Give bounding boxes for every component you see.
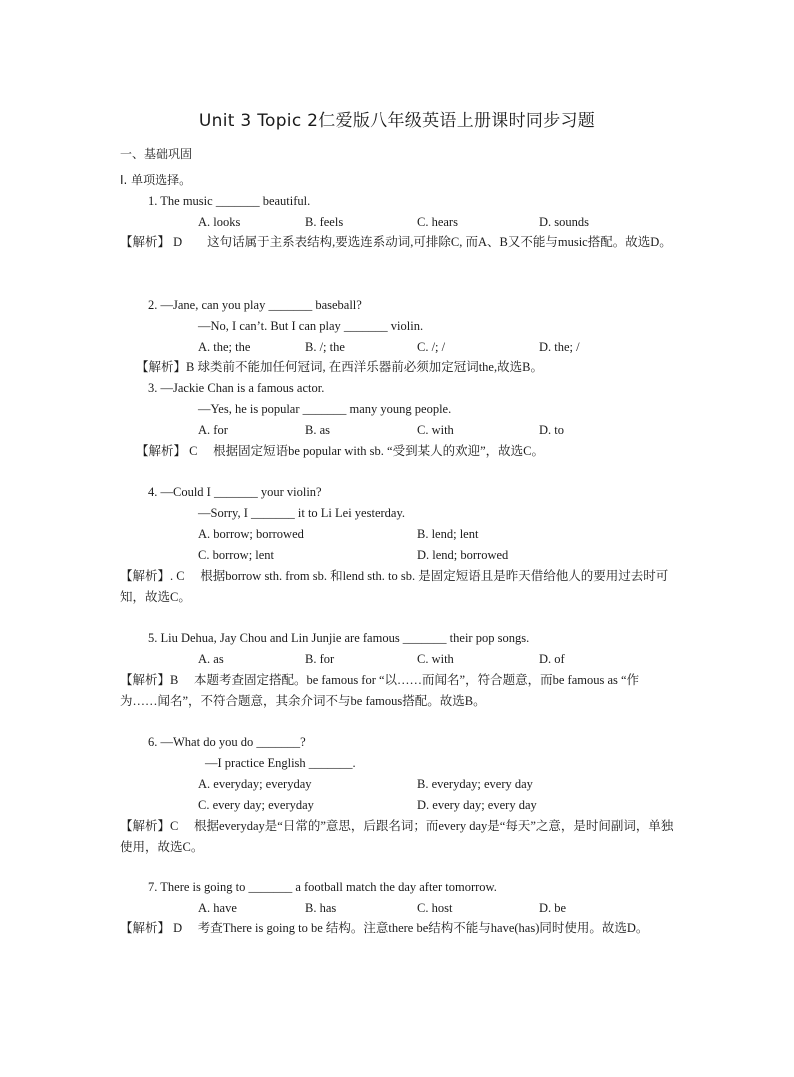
- question-4-stem-line-1: 4. —Could I _______ your violin?: [148, 485, 322, 499]
- subsection-heading: Ⅰ. 单项选择。: [120, 173, 192, 187]
- question-3-stem-line-1: 3. —Jackie Chan is a famous actor.: [148, 381, 325, 395]
- question-2-stem-line-2: —No, I can’t. But I can play _______ violin.: [198, 319, 424, 333]
- page-title: Unit 3 Topic 2仁爱版八年级英语上册课时同步习题: [198, 111, 596, 131]
- q7-option-c: C. host: [417, 901, 453, 915]
- question-6-stem-line-2: —I practice English _______.: [205, 756, 356, 770]
- q2-option-a: A. the; the: [198, 340, 251, 354]
- q2-option-b: B. /; the: [305, 340, 345, 354]
- q1-option-c: C. hears: [417, 215, 458, 229]
- q7-option-b: B. has: [305, 901, 337, 915]
- q1-option-d: D. sounds: [539, 215, 590, 229]
- q2-explanation: 【解析】B 球类前不能加任何冠词, 在西洋乐器前必须加定冠词the,故选B。: [136, 360, 543, 374]
- q7-explanation: 【解析】 D 考查There is going to be 结构。注意there be结构不能与have(has)同时使用。故选D。: [120, 921, 649, 935]
- q3-option-c: C. with: [417, 423, 454, 437]
- section-heading: 一、基础巩固: [120, 147, 193, 161]
- question-4-stem-line-2: —Sorry, I _______ it to Li Lei yesterday.: [198, 506, 406, 520]
- q5-option-d: D. of: [539, 652, 565, 666]
- q6-explanation: 【解析】C 根据everyday是“日常的”意思，后跟名词；而every day是“每天”之意，是时间副词，单独使用，故选C。: [120, 819, 674, 854]
- q4-option-b: B. lend; lent: [417, 527, 479, 541]
- q1-option-b: B. feels: [305, 215, 344, 229]
- q4-option-c: C. borrow; lent: [198, 548, 275, 562]
- q3-option-d: D. to: [539, 423, 564, 437]
- q6-option-a: A. everyday; everyday: [198, 777, 312, 791]
- question-1-stem: 1. The music _______ beautiful.: [148, 194, 311, 208]
- question-3-stem-line-2: —Yes, he is popular _______ many young people.: [198, 402, 452, 416]
- q5-option-a: A. as: [198, 652, 224, 666]
- q3-option-b: B. as: [305, 423, 330, 437]
- q7-option-d: D. be: [539, 901, 567, 915]
- question-5-stem: 5. Liu Dehua, Jay Chou and Lin Junjie are famous _______ their pop songs.: [148, 631, 530, 645]
- q3-explanation: 【解析】 C 根据固定短语be popular with sb. “受到某人的欢迎”，故选C。: [136, 444, 544, 458]
- question-2-stem-line-1: 2. —Jane, can you play _______ baseball?: [148, 298, 362, 312]
- q4-explanation: 【解析】. C 根据borrow sth. from sb. 和lend sth. to sb. 是固定短语且是昨天借给他人的要用过去时可知，故选C。: [120, 569, 669, 604]
- q6-option-b: B. everyday; every day: [417, 777, 533, 791]
- q6-option-c: C. every day; everyday: [198, 798, 314, 812]
- question-7-stem: 7. There is going to _______ a football match the day after tomorrow.: [148, 880, 497, 894]
- q5-option-c: C. with: [417, 652, 454, 666]
- q5-explanation: 【解析】B 本题考查固定搭配。be famous for “以……而闻名”，符合题意，而be famous as “作为……闻名”，不符合题意，其余介词不与be famous搭配。故选B。: [120, 673, 640, 708]
- q5-option-b: B. for: [305, 652, 335, 666]
- q7-option-a: A. have: [198, 901, 237, 915]
- q4-option-d: D. lend; borrowed: [417, 548, 509, 562]
- q4-option-a: A. borrow; borrowed: [198, 527, 304, 541]
- q2-option-d: D. the; /: [539, 340, 580, 354]
- q3-option-a: A. for: [198, 423, 228, 437]
- q6-option-d: D. every day; every day: [417, 798, 537, 812]
- question-6-stem-line-1: 6. —What do you do _______?: [148, 735, 306, 749]
- q2-option-c: C. /; /: [417, 340, 446, 354]
- q1-option-a: A. looks: [198, 215, 241, 229]
- q1-explanation: 【解析】 D 这句话属于主系表结构,要选连系动词,可排除C, 而A、B又不能与music搭配。故选D。: [120, 235, 672, 249]
